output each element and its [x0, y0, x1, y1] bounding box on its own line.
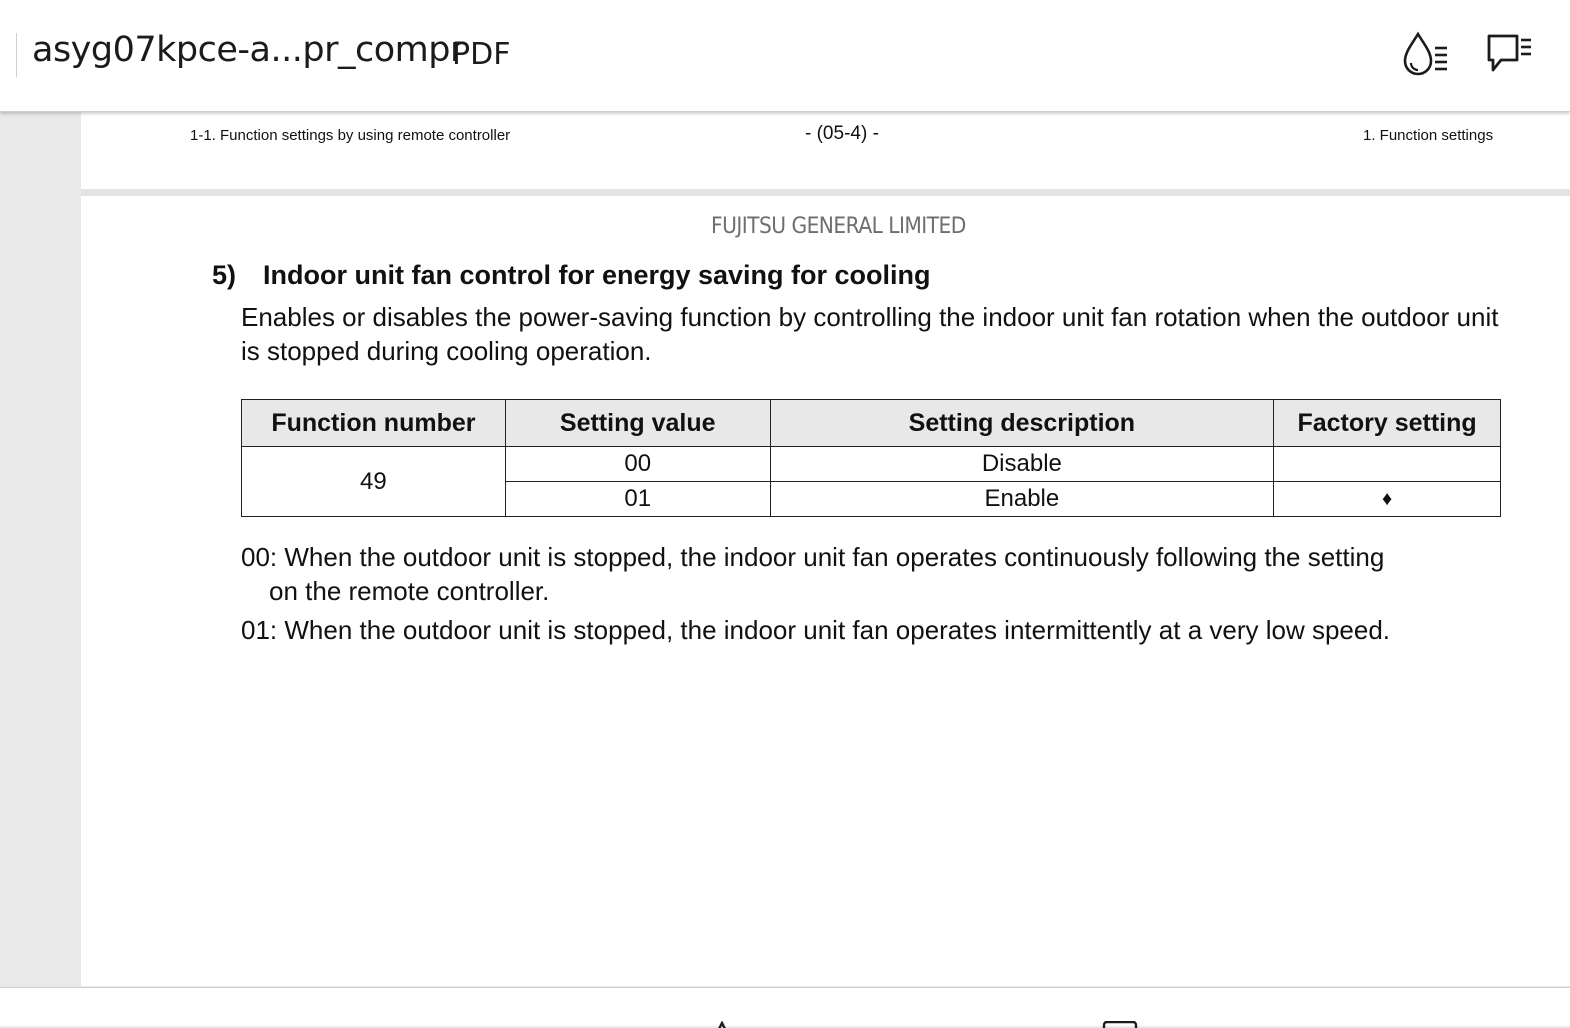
- settings-table: [241, 399, 1501, 517]
- comments-icon[interactable]: [1485, 30, 1535, 80]
- setting-value-cell: 00: [505, 447, 770, 482]
- company-name: FUJITSU GENERAL LIMITED: [711, 214, 966, 239]
- setting-description-cell: Enable: [770, 482, 1274, 517]
- section-number: 5): [212, 260, 237, 290]
- note-text: 01: When the outdoor unit is stopped, the indoor unit fan operates intermittently at a very low speed.: [241, 615, 1391, 645]
- section-intro: Enables or disables the power-saving function by controlling the indoor unit fan rotation when the outdoor unit is stopped during cooling operation.: [241, 302, 1499, 366]
- document-page: [81, 196, 1570, 986]
- note-text-continued: on the remote controller.: [269, 576, 550, 606]
- page-header-right: 1. Function settings: [1363, 127, 1494, 144]
- title-divider: [16, 33, 17, 77]
- notes: [241, 540, 1531, 652]
- section-title: Indoor unit fan control for energy saving for cooling: [263, 260, 931, 290]
- header-factory-setting: Factory setting: [1274, 400, 1501, 447]
- toolbar-tool-icon[interactable]: [712, 1018, 752, 1028]
- page-separator: [81, 189, 1570, 196]
- note-item: [241, 613, 1531, 647]
- function-number-cell: 49: [242, 447, 506, 517]
- document-type: PDF: [452, 37, 511, 72]
- header-setting-value: Setting value: [505, 400, 770, 447]
- note-text: 00: When the outdoor unit is stopped, the indoor unit fan operates continuously following the setting: [241, 542, 1385, 572]
- left-gutter: [0, 111, 81, 987]
- liquid-mode-icon[interactable]: [1400, 30, 1450, 80]
- table-header-row: [242, 400, 1501, 447]
- toolbar-page-icon[interactable]: [1100, 1018, 1140, 1028]
- document-title: asyg07kpce-a...pr_compr: [32, 30, 464, 70]
- bottom-toolbar: [0, 987, 1570, 1026]
- app-bar: [0, 0, 1570, 112]
- table-row: [242, 447, 1501, 482]
- header-setting-description: Setting description: [770, 400, 1274, 447]
- factory-setting-cell: [1274, 447, 1501, 482]
- page-number: - (05-4) -: [805, 123, 879, 144]
- factory-setting-cell: ♦: [1274, 482, 1501, 517]
- setting-description-cell: Disable: [770, 447, 1274, 482]
- setting-value-cell: 01: [505, 482, 770, 517]
- page-header-left: 1-1. Function settings by using remote controller: [190, 127, 511, 144]
- header-function-number: Function number: [242, 400, 506, 447]
- note-item: [241, 540, 1531, 608]
- previous-page: [81, 112, 1570, 189]
